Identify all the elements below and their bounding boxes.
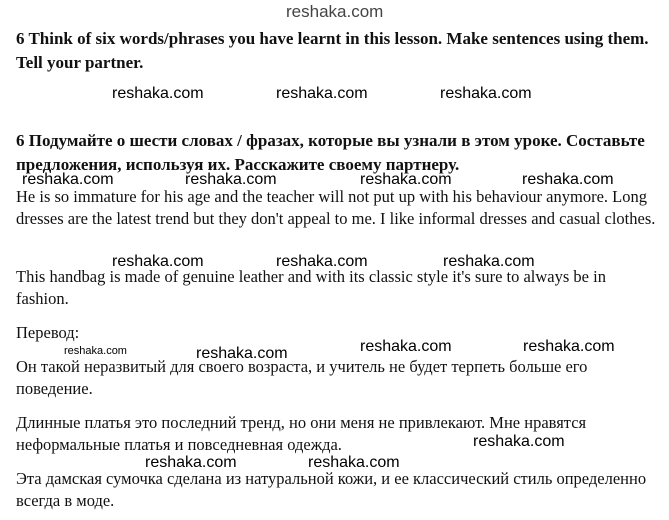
answer-english-paragraph-1: He is so immature for his age and the teacher will not put up with his behaviour anymore. Long dresses are the latest trend but they don't appeal to me. I like informal dresses and casual clothes. <box>16 187 656 228</box>
watermark: reshaka.com <box>522 171 614 188</box>
watermark: reshaka.com <box>360 338 452 355</box>
watermark: reshaka.com <box>22 171 114 188</box>
watermark: reshaka.com <box>473 433 565 450</box>
watermark: reshaka.com <box>286 2 384 21</box>
watermark: reshaka.com <box>440 85 532 102</box>
watermark: reshaka.com <box>196 345 288 362</box>
watermark: reshaka.com <box>308 454 400 471</box>
answer-russian-paragraph-2: Длинные платья это последний тренд, но они меня не привлекают. Мне нравятся неформальные платья и повседневная одежда. <box>16 413 587 454</box>
watermark: reshaka.com <box>360 171 452 188</box>
watermark: reshaka.com <box>276 253 368 270</box>
translation-label: Перевод: <box>16 323 80 342</box>
task-heading-english: 6 Think of six words/phrases you have learnt in this lesson. Make sentences using them. Tell your partner. <box>16 29 649 72</box>
watermark: reshaka.com <box>443 253 535 270</box>
watermark: reshaka.com <box>185 171 277 188</box>
watermark: reshaka.com <box>276 85 368 102</box>
watermark: reshaka.com <box>145 454 237 471</box>
watermark: reshaka.com <box>523 338 615 355</box>
answer-russian-paragraph-1: Он такой неразвитый для своего возраста, и учитель не будет терпеть больше его поведение. <box>16 357 588 398</box>
watermark: reshaka.com <box>112 253 204 270</box>
watermark: reshaka.com <box>64 345 127 357</box>
answer-english-paragraph-2: This handbag is made of genuine leather and with its classic style it's sure to always be in fashion. <box>16 267 606 308</box>
answer-russian-paragraph-3: Эта дамская сумочка сделана из натуральной кожи, и ее классический стиль определенно всегда в моде. <box>16 469 647 510</box>
watermark: reshaka.com <box>112 85 204 102</box>
task-heading-russian: 6 Подумайте о шести словах / фразах, которые вы узнали в этом уроке. Составьте предложения, используя их. Расскажите своему партнеру. <box>16 131 645 174</box>
